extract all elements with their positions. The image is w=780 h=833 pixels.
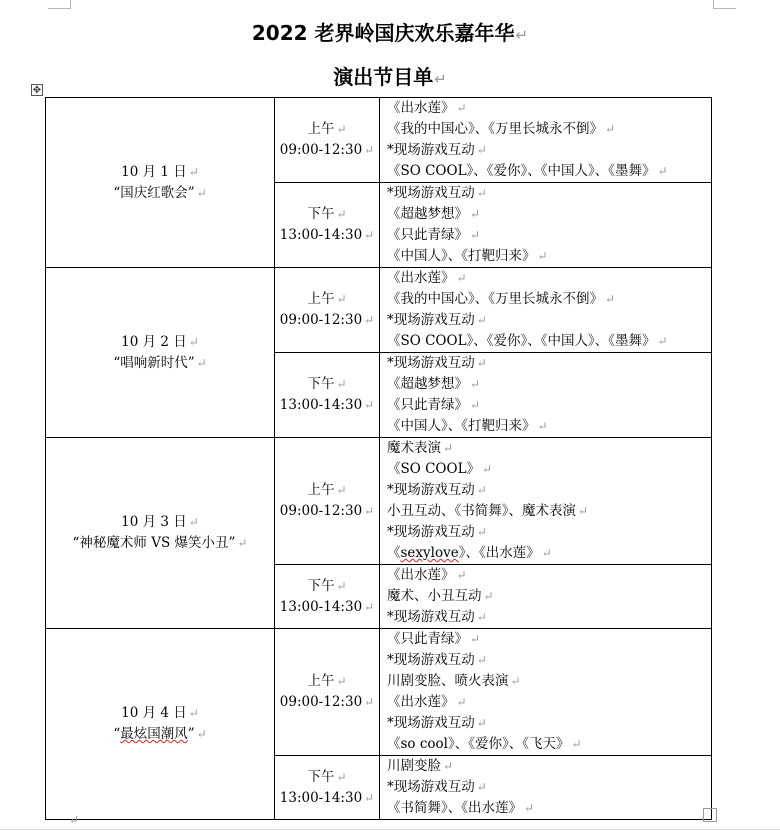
paragraph-mark: ↵ [476, 780, 487, 794]
text-segment: 魔术、小丑互动 [387, 588, 482, 604]
program-item [387, 374, 711, 395]
paragraph-mark: ↵ [578, 504, 589, 518]
text-segment: 10 月 4 日 [121, 705, 187, 721]
text-segment: 《SO COOL》、《爱你》、《中国人》、《墨舞》 [387, 333, 656, 349]
text-segment: *现场游戏互动 [387, 312, 475, 328]
spellcheck-underline: 最炫国潮风 [120, 726, 188, 742]
program-list-cell [380, 565, 712, 629]
text-segment: *现场游戏互动 [387, 715, 475, 731]
program-item [387, 246, 711, 267]
program-list-cell [380, 183, 712, 268]
session-time-cell [275, 438, 380, 565]
paragraph-mark: ↵ [524, 801, 535, 815]
crop-mark-top-left [48, 0, 71, 9]
session-period [275, 671, 379, 692]
paragraph-mark: ↵ [188, 706, 199, 720]
paragraph-mark: ↵ [456, 101, 467, 115]
paragraph-mark: ↵ [456, 271, 467, 285]
session-period [275, 480, 379, 501]
table-row [46, 268, 712, 353]
program-item [387, 543, 711, 564]
program-list-cell [380, 268, 712, 353]
paragraph-mark: ↵ [196, 355, 207, 370]
paragraph-mark: ↵ [476, 525, 487, 539]
program-item [387, 119, 711, 140]
paragraph-mark: ↵ [605, 122, 616, 136]
text-segment: 下午 [307, 577, 335, 594]
paragraph-mark: ↵ [482, 462, 493, 476]
day-theme [46, 183, 274, 204]
text-segment: 《出水莲》 [387, 100, 455, 116]
paragraph-mark: ↵ [196, 185, 207, 200]
text-segment: ” [187, 726, 195, 742]
text-segment: 《出水莲》 [387, 567, 455, 583]
day-cell [46, 629, 275, 820]
session-time-cell [275, 756, 380, 820]
paragraph-mark: ↵ [476, 653, 487, 667]
text-segment: 《只此青绿》 [387, 397, 468, 413]
text-segment: 上午 [307, 291, 335, 307]
page-edge [0, 829, 780, 830]
program-item [387, 459, 711, 480]
text-segment: *现场游戏互动 [387, 652, 475, 668]
session-period [275, 204, 379, 225]
table-row [46, 629, 712, 756]
paragraph-mark: ↵ [364, 143, 375, 157]
paragraph-mark: ↵ [364, 398, 375, 412]
session-period [275, 289, 379, 310]
paragraph-mark: ↵ [456, 695, 467, 709]
paragraph-mark: ↵ [364, 313, 375, 327]
program-item [387, 140, 711, 161]
spellcheck-underline: sexylove [400, 545, 459, 561]
crop-mark-top-right [713, 0, 736, 9]
text-segment: 《so cool》、《爱你》、《飞天》 [387, 736, 570, 752]
session-time-cell [275, 629, 380, 756]
day-theme [46, 724, 274, 745]
document-title: 2022 老界岭国庆欢乐嘉年华↵ [251, 21, 529, 45]
program-list-cell [380, 629, 712, 756]
day-date [46, 162, 274, 183]
table-row [46, 438, 712, 565]
program-item [387, 161, 711, 182]
text-segment: 《书简舞》、《出水莲》 [387, 800, 522, 816]
program-item [387, 650, 711, 671]
paragraph-mark: ↵ [364, 599, 375, 614]
text-segment: 《我的中国心》、《万里长城永不倒》 [387, 291, 603, 307]
text-segment: “唱响新时代” [113, 354, 195, 371]
paragraph-mark: ↵ [470, 207, 481, 221]
text-segment: “国庆红歌会” [113, 184, 195, 201]
paragraph-mark: ↵ [336, 292, 347, 306]
text-segment: 下午 [307, 768, 335, 785]
paragraph-mark: ↵ [476, 356, 487, 370]
text-segment: 川剧变脸 [387, 758, 441, 774]
paragraph-mark: ↵ [336, 207, 347, 221]
day-theme [46, 533, 274, 554]
text-segment: 《中国人》、《打靶归来》 [387, 248, 536, 264]
program-item [387, 98, 711, 119]
text-segment: 下午 [307, 376, 335, 392]
session-time-cell [275, 98, 380, 183]
day-date [46, 332, 274, 353]
document-subtitle: 演出节目单↵ [333, 65, 447, 89]
session-time-cell [275, 353, 380, 438]
text-segment: 上午 [307, 482, 335, 498]
program-item [387, 692, 711, 713]
text-segment: 13:00-14:30 [279, 789, 363, 806]
text-segment: 》、《出水莲》 [458, 545, 540, 561]
program-item [387, 777, 711, 798]
paragraph-mark: ↵ [476, 186, 487, 200]
paragraph-mark: ↵ [476, 716, 487, 730]
paragraph-mark: ↵ [476, 610, 487, 624]
program-item [387, 629, 711, 650]
text-segment: “神秘魔术师 VS 爆笑小丑” [72, 535, 236, 551]
text-segment: 《超越梦想》 [387, 206, 468, 222]
program-item [387, 565, 711, 586]
text-segment: 《 [387, 545, 401, 561]
day-cell [46, 98, 275, 268]
text-segment: 魔术表演 [387, 440, 441, 456]
paragraph-mark: ↵ [364, 790, 375, 805]
session-time [275, 225, 379, 246]
text-segment: 《只此青绿》 [387, 227, 468, 243]
session-time [275, 501, 379, 522]
session-period [275, 767, 379, 788]
text-segment: *现场游戏互动 [387, 524, 475, 540]
day-theme [46, 353, 274, 374]
program-item [387, 586, 711, 607]
text-segment: 小丑互动、《书简舞》、魔术表演 [387, 503, 576, 519]
paragraph-mark: ↵ [476, 313, 487, 327]
paragraph-mark: ↵ [237, 536, 248, 550]
text-segment: 09:00-12:30 [279, 312, 363, 328]
program-item [387, 416, 711, 437]
session-period [275, 576, 379, 597]
text-segment: *现场游戏互动 [387, 609, 475, 625]
text-segment: 13:00-14:30 [279, 397, 363, 413]
day-date [46, 703, 274, 724]
paragraph-mark: ↵ [196, 727, 207, 741]
text-segment: 《SO COOL》、《爱你》、《中国人》、《墨舞》 [387, 163, 656, 179]
program-item [387, 183, 711, 204]
text-segment: 《超越梦想》 [387, 376, 468, 392]
paragraph-mark: ↵ [657, 164, 668, 178]
paragraph-mark: ↵ [443, 441, 454, 455]
text-segment: 13:00-14:30 [279, 598, 363, 615]
program-item [387, 734, 711, 755]
paragraph-mark: ↵ [476, 143, 487, 157]
program-item [387, 480, 711, 501]
text-segment: 09:00-12:30 [279, 142, 363, 158]
paragraph-mark: ↵ [188, 515, 199, 529]
program-list-cell [380, 353, 712, 438]
program-item [387, 331, 711, 352]
paragraph-mark: ↵ [336, 483, 347, 497]
table-row [46, 98, 712, 183]
paragraph-mark: ↵ [336, 769, 347, 784]
program-item [387, 395, 711, 416]
text-segment: 09:00-12:30 [279, 503, 363, 519]
program-item [387, 310, 711, 331]
table-resize-handle[interactable] [703, 808, 717, 822]
session-time [275, 310, 379, 331]
paragraph-mark: ↵ [188, 164, 199, 179]
paragraph-mark: ↵ [541, 546, 552, 560]
text-segment: 《出水莲》 [387, 694, 455, 710]
paragraph-mark: ↵ [364, 504, 375, 518]
program-list-cell [380, 98, 712, 183]
program-item [387, 225, 711, 246]
text-segment: 10 月 2 日 [121, 333, 187, 350]
text-segment: 川剧变脸、喷火表演 [387, 673, 509, 689]
paragraph-mark: ↵ [605, 292, 616, 306]
session-time [275, 597, 379, 618]
text-segment: “ [113, 726, 121, 742]
text-segment: 13:00-14:30 [279, 227, 363, 243]
paragraph-mark: ↵ [336, 122, 347, 136]
paragraph-mark: ↵ [336, 578, 347, 593]
program-item [387, 501, 711, 522]
session-time-cell [275, 565, 380, 629]
program-item [387, 204, 711, 225]
paragraph-mark: ↵ [571, 737, 582, 751]
program-item [387, 268, 711, 289]
paragraph-mark: ↵ [188, 334, 199, 349]
paragraph-mark: ↵ [483, 589, 494, 603]
move-cross-icon[interactable]: ✥ [32, 85, 42, 96]
paragraph-mark: ↵ [470, 398, 481, 412]
session-time-cell [275, 183, 380, 268]
program-list-cell [380, 438, 712, 565]
day-cell [46, 268, 275, 438]
text-segment: 10 月 1 日 [121, 163, 187, 180]
paragraph-mark: ↵ [470, 228, 481, 242]
text-segment: 下午 [307, 206, 335, 222]
session-time-cell [275, 268, 380, 353]
text-segment: 上午 [307, 673, 335, 689]
day-cell [46, 438, 275, 629]
program-list-cell [380, 756, 712, 820]
paragraph-mark: ↵ [657, 334, 668, 348]
text-segment: *现场游戏互动 [387, 355, 475, 371]
paragraph-mark: ↵ [69, 813, 80, 827]
text-segment: 《SO COOL》 [387, 461, 481, 477]
text-segment: 《我的中国心》、《万里长城永不倒》 [387, 121, 603, 137]
paragraph-mark: ↵ [470, 632, 481, 646]
program-item [387, 798, 711, 819]
program-item [387, 438, 711, 459]
text-segment: *现场游戏互动 [387, 482, 475, 498]
paragraph-mark: ↵ [476, 483, 487, 497]
program-table [45, 97, 712, 820]
session-time [275, 788, 379, 809]
paragraph-mark: ↵ [537, 249, 548, 263]
paragraph-mark: ↵ [336, 377, 347, 391]
paragraph-mark: ↵ [456, 568, 467, 582]
program-item [387, 522, 711, 543]
session-time [275, 692, 379, 713]
program-item [387, 713, 711, 734]
text-segment: *现场游戏互动 [387, 779, 475, 795]
program-item [387, 289, 711, 310]
day-date [46, 512, 274, 533]
paragraph-mark: ↵ [537, 419, 548, 433]
program-item [387, 353, 711, 374]
session-time [275, 140, 379, 161]
text-segment: *现场游戏互动 [387, 185, 475, 201]
paragraph-mark: ↵ [510, 674, 521, 688]
text-segment: 09:00-12:30 [279, 694, 363, 710]
text-segment: 《中国人》、《打靶归来》 [387, 418, 536, 434]
text-segment: 10 月 3 日 [121, 514, 187, 530]
text-segment: 上午 [307, 121, 335, 137]
paragraph-mark: ↵ [336, 674, 347, 688]
session-period [275, 119, 379, 140]
program-item [387, 607, 711, 628]
session-period [275, 374, 379, 395]
paragraph-mark: ↵ [364, 695, 375, 709]
paragraph-mark: ↵ [443, 759, 454, 773]
program-item [387, 671, 711, 692]
paragraph-mark: ↵ [470, 377, 481, 391]
session-time [275, 395, 379, 416]
text-segment: 《只此青绿》 [387, 631, 468, 647]
program-item [387, 756, 711, 777]
paragraph-mark: ↵ [364, 228, 375, 242]
text-segment: *现场游戏互动 [387, 142, 475, 158]
text-segment: 《出水莲》 [387, 270, 455, 286]
